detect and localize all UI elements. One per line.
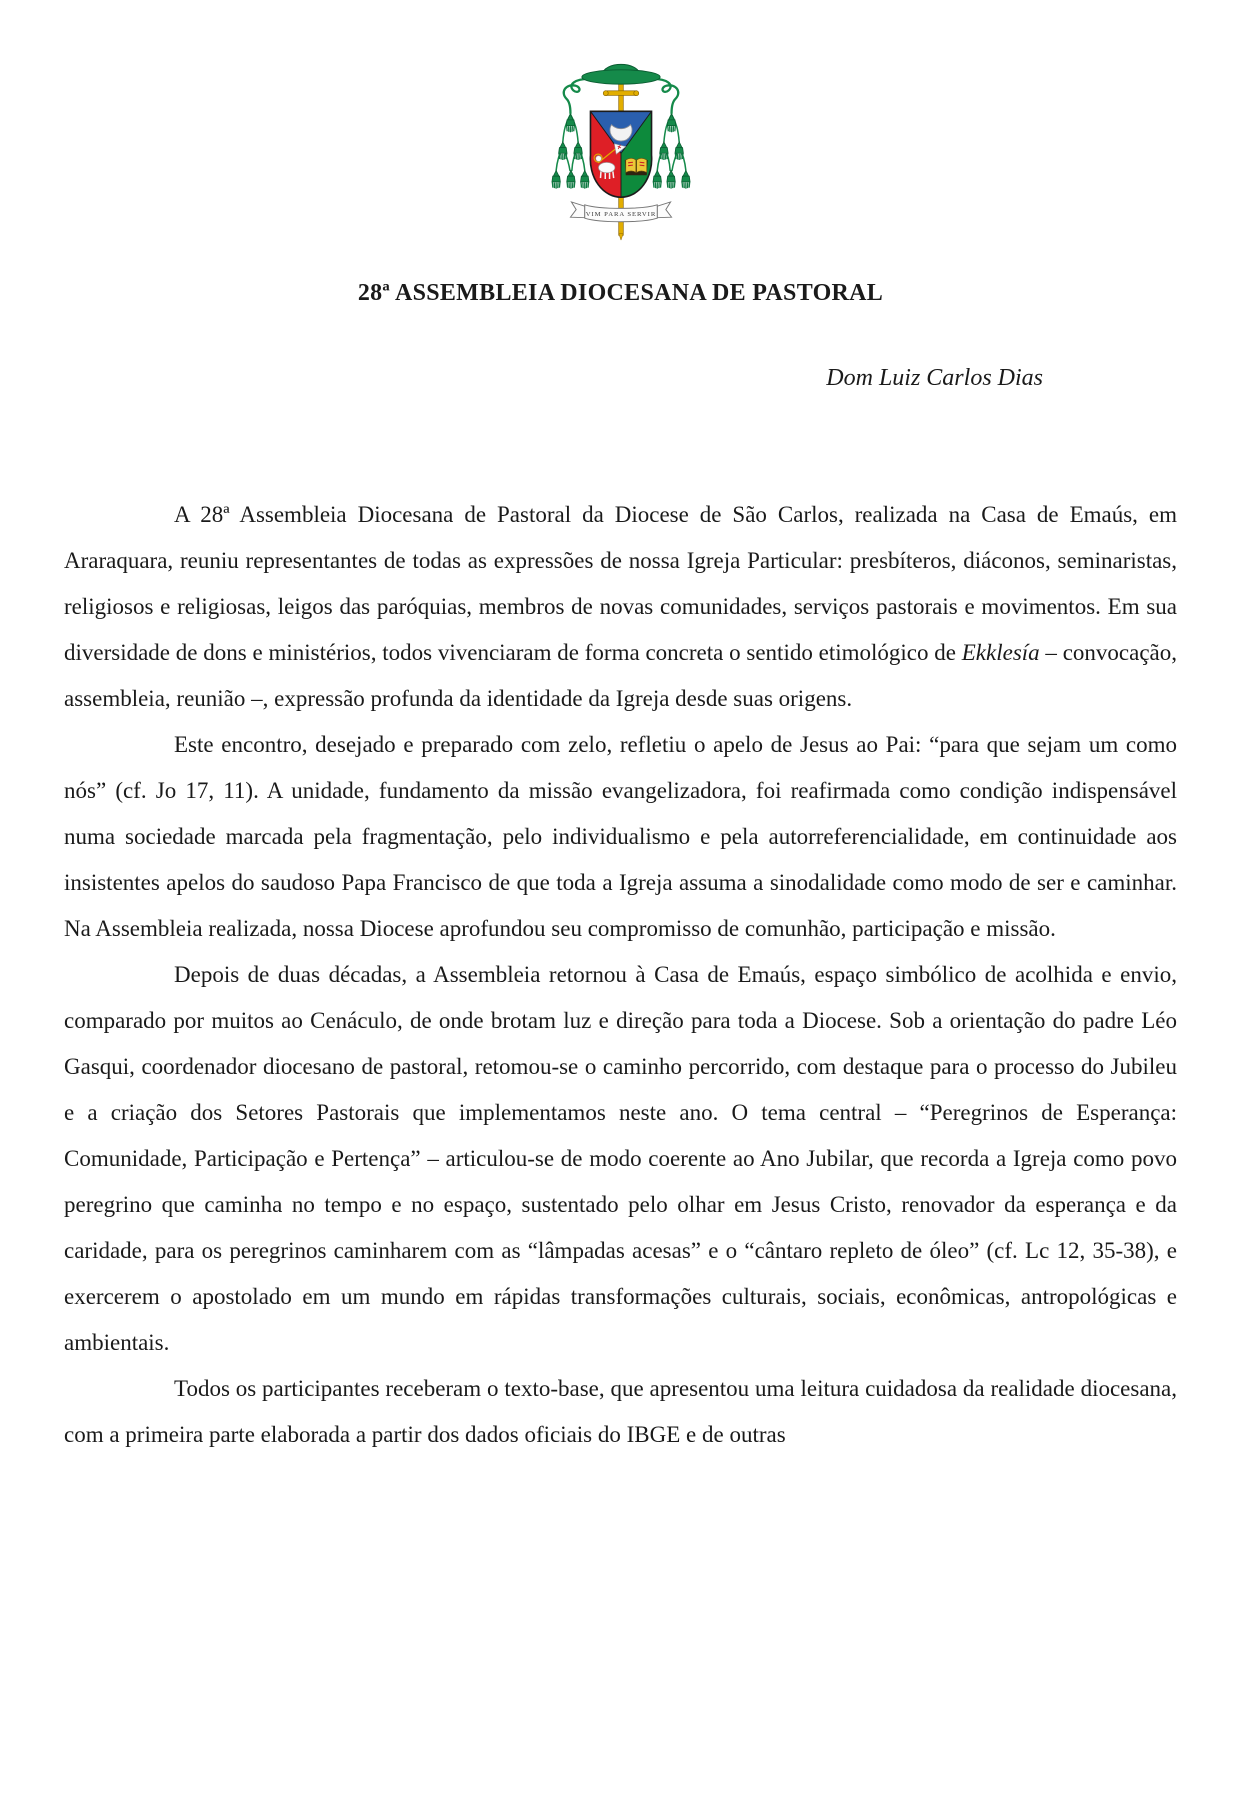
galero-hat-icon (581, 64, 659, 84)
tassels-right (653, 114, 690, 188)
coat-of-arms (64, 56, 1177, 242)
document-body (64, 492, 1177, 1458)
document-title: 28ª ASSEMBLEIA DIOCESANA DE PASTORAL (357, 280, 884, 306)
paragraph (64, 492, 1177, 722)
text-run: Todos os participantes receberam o texto-base, que apresentou uma leitura cuidadosa da realidade diocesana, com a primeira parte elaborada a partir dos dados oficiais do IBGE e de outras (64, 1376, 1177, 1447)
paragraph (64, 952, 1177, 1366)
paragraph (64, 1366, 1177, 1458)
italic-text-run: Ekklesía (961, 640, 1040, 665)
text-run: – convocação, assembleia, reunião –, expressão profunda da identidade da Igreja desde suas origens. (64, 640, 1177, 711)
text-run: Depois de duas décadas, a Assembleia retornou à Casa de Emaús, espaço simbólico de acolhida e envio, comparado por muitos ao Cenáculo, de onde brotam luz e direção para toda a Diocese. Sob a orientação do padre Léo Gasqui, coordenador diocesano de pastoral, retomou-se o caminho percorrido, com destaque para o processo do Jubileu e a criação dos Setores Pastorais que implementamos neste ano. O tema central – “Peregrinos de Esperança: Comunidade, Participação e Pertença” – articulou-se de modo coerente ao Ano Jubilar, que recorda a Igreja como povo peregrino que caminha no tempo e no espaço, sustentado pelo olhar em Jesus Cristo, renovador da esperança e da caridade, para os peregrinos caminharem com as “lâmpadas acesas” e o “cântaro repleto de óleo” (cf. Lc 12, 35-38), e exercerem o apostolado em um mundo em rápidas transformações culturais, sociais, econômicas, antropológicas e ambientais. (64, 962, 1177, 1355)
author-name: Dom Luiz Carlos Dias (826, 365, 1043, 391)
book-icon (624, 158, 647, 175)
text-run: Este encontro, desejado e preparado com zelo, refletiu o apelo de Jesus ao Pai: “para que sejam um como nós” (cf. Jo 17, 11). A unidade, fundamento da missão evangelizadora, foi reafirmada como condição indispensável numa sociedade marcada pela fragmentação, pelo individualismo e pela autorreferencialidade, em continuidade aos insistentes apelos do saudoso Papa Francisco de que toda a Igreja assuma a sinodalidade como modo de ser e caminhar. Na Assembleia realizada, nossa Diocese aprofundou seu compromisso de comunhão, participação e missão. (64, 732, 1177, 941)
tassels-left (551, 114, 588, 188)
paragraph (64, 722, 1177, 952)
coat-of-arms-graphic (535, 56, 707, 242)
text-run: A 28ª Assembleia Diocesana de Pastoral da Diocese de São Carlos, realizada na Casa de Emaús, em Araraquara, reuniu representantes de todas as expressões de nossa Igreja Particular: presbíteros, diáconos, seminaristas, religiosos e religiosas, leigos das paróquias, membros de novas comunidades, serviços pastorais e movimentos. Em sua diversidade de dons e ministérios, todos vivenciaram de forma concreta o sentido etimológico de (64, 502, 1177, 665)
motto-text: VIM PARA SERVIR (585, 210, 656, 218)
document-page (0, 56, 1241, 1811)
